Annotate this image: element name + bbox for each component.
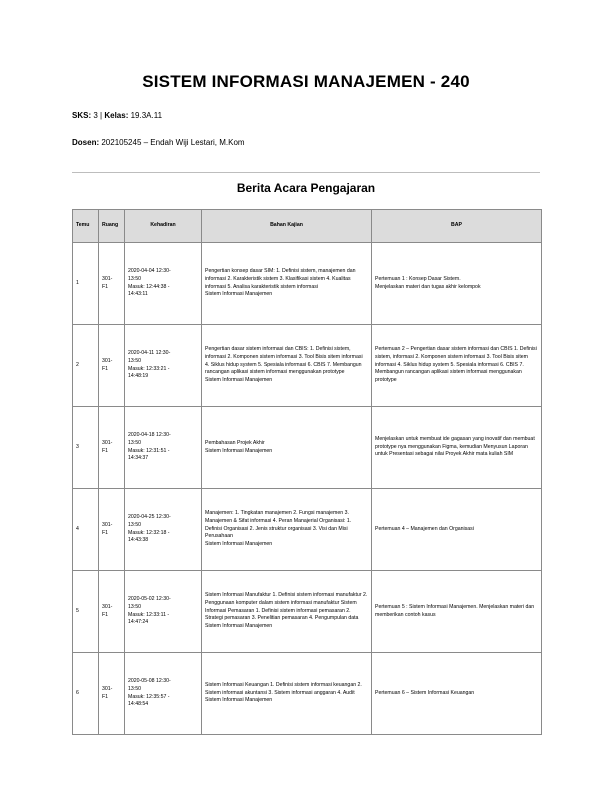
ruang-cell: 301- F1: [99, 653, 125, 735]
bahan-kajian-cell: Pengertian dasar sistem informasi dan CBIS: 1. Definisi sistem, informasi 2. Komponen sistem informasi 3. Tool Bisis sitem informasi 4. Siklus hidup system 5. Spesiala informasi 6. CBIS 7. Membangun rancangan aplikasi sistem informasi menggunakan prototype Sistem Informasi Manajemen: [202, 325, 372, 407]
dosen-line: [72, 138, 245, 147]
kehadiran-cell: 2020-04-18 12:30- 13:50 Masuk: 12:31:51 - 14:34:37: [125, 407, 202, 489]
header-temu: Temu: [73, 210, 99, 243]
header-bap: BAP: [372, 210, 542, 243]
ruang-cell: 301- F1: [99, 325, 125, 407]
ruang-cell: 301- F1: [99, 571, 125, 653]
ruang-cell: 301- F1: [99, 489, 125, 571]
header-bahan-kajian: Bahan Kajian: [202, 210, 372, 243]
kehadiran-cell: 2020-04-11 12:30- 13:50 Masuk: 12:33:21 - 14:48:19: [125, 325, 202, 407]
sks-kelas-line: [72, 111, 162, 120]
kehadiran-cell: 2020-04-04 12:30- 13:50 Masuk: 12:44:38 - 14:43:11: [125, 243, 202, 325]
bap-cell: Pertemuan 4 – Manajemen dan Organisasi: [372, 489, 542, 571]
temu-cell: 6: [73, 653, 99, 735]
temu-cell: 3: [73, 407, 99, 489]
kehadiran-cell: 2020-04-25 12:30- 13:50 Masuk: 12:32:18 - 14:43:38: [125, 489, 202, 571]
bap-cell: Pertemuan 6 – Sistem Informasi Keuangan: [372, 653, 542, 735]
header-ruang: Ruang: [99, 210, 125, 243]
table-header-row: [73, 210, 542, 243]
temu-cell: 2: [73, 325, 99, 407]
bahan-kajian-cell: Sistem Informasi Manufaktur 1. Definisi sistem informasi manufaktur 2. Penggunaan komputer dalam sistem informasi manufaktur Sistem Informasi Pemasaran 1. Definisi sistem informasi pemasaran 2. Strategi pemasaran 3. Penelitian pemasaran 4. Pengumpulan data Sistem Informasi Manajemen: [202, 571, 372, 653]
bap-cell: Pertemuan 2 – Pengertian dasar sistem informasi dan CBIS 1. Definisi sistem, informasi 2. Komponen sistem informasi 3. Tool Bisis sitem informasi 4. Siklus hidup system 5. Spesiala informasi 6. CBIS 7. Membangun rancangan aplikasi sistem informasi menggunakan prototype: [372, 325, 542, 407]
kelas-label: Kelas:: [104, 111, 129, 120]
table-row: [73, 325, 542, 407]
table-row: [73, 571, 542, 653]
dosen-value: 202105245 – Endah Wiji Lestari, M.Kom: [101, 138, 245, 147]
divider: [72, 172, 540, 173]
sks-value: 3: [93, 111, 98, 120]
header-kehadiran: Kehadiran: [125, 210, 202, 243]
ruang-cell: 301- F1: [99, 243, 125, 325]
temu-cell: 1: [73, 243, 99, 325]
bahan-kajian-cell: Pengertian konsep dasar SIM: 1. Definisi sistem, manajemen dan informasi 2. Karakteristik sistem 3. Klasifikasi sistem 4. Kualitas informasi 5. Analisa karakteristik sistem informasi Sistem Informasi Manajemen: [202, 243, 372, 325]
temu-cell: 4: [73, 489, 99, 571]
sks-label: SKS:: [72, 111, 92, 120]
bap-cell: Pertemuan 1 : Konsep Dasar Sistem. Menjelaskan materi dan tugas akhir kelompok: [372, 243, 542, 325]
dosen-label: Dosen:: [72, 138, 100, 147]
table-row: [73, 489, 542, 571]
table-row: [73, 407, 542, 489]
bap-cell: Menjelaskan untuk membuat ide gagasan yang inovatif dan membuat prototype nya menggunakan Figma, kemudian Menyusun Laporan untuk Presentasi sebagai nilai Proyek Akhir mata kuliah SIM: [372, 407, 542, 489]
ruang-cell: 301- F1: [99, 407, 125, 489]
table-row: [73, 243, 542, 325]
temu-cell: 5: [73, 571, 99, 653]
table-row: [73, 653, 542, 735]
kehadiran-cell: 2020-05-02 12:30- 13:50 Masuk: 12:33:11 - 14:47:24: [125, 571, 202, 653]
section-title: Berita Acara Pengajaran: [236, 181, 376, 195]
bap-table: [72, 209, 542, 735]
bahan-kajian-cell: Pembahasan Projek Akhir Sistem Informasi Manajemen: [202, 407, 372, 489]
separator: |: [100, 111, 103, 120]
bahan-kajian-cell: Sistem Informasi Keuangan 1. Definisi sistem informasi keuangan 2. Sistem informasi akuntansi 3. Sistem informasi anggaran 4. Audit Sistem Informasi Manajemen: [202, 653, 372, 735]
kelas-value: 19.3A.11: [130, 111, 163, 120]
bap-cell: Pertemuan 5 : Sistem Informasi Manajemen. Menjelaskan materi dan memberikan contoh kasus: [372, 571, 542, 653]
page-title: SISTEM INFORMASI MANAJEMEN - 240: [142, 72, 470, 91]
bahan-kajian-cell: Manajemen: 1. Tingkatan manajemen 2. Fungsi manajemen 3. Manajemen & Sifat informasi 4. Peran Manajerial Organisasi: 1. Definisi Organisasi 2. Jenis struktur organisasi 3. Visi dan Misi Perusahaan Sistem Informasi Manajemen: [202, 489, 372, 571]
kehadiran-cell: 2020-05-08 12:30- 13:50 Masuk: 12:35:57 - 14:48:54: [125, 653, 202, 735]
